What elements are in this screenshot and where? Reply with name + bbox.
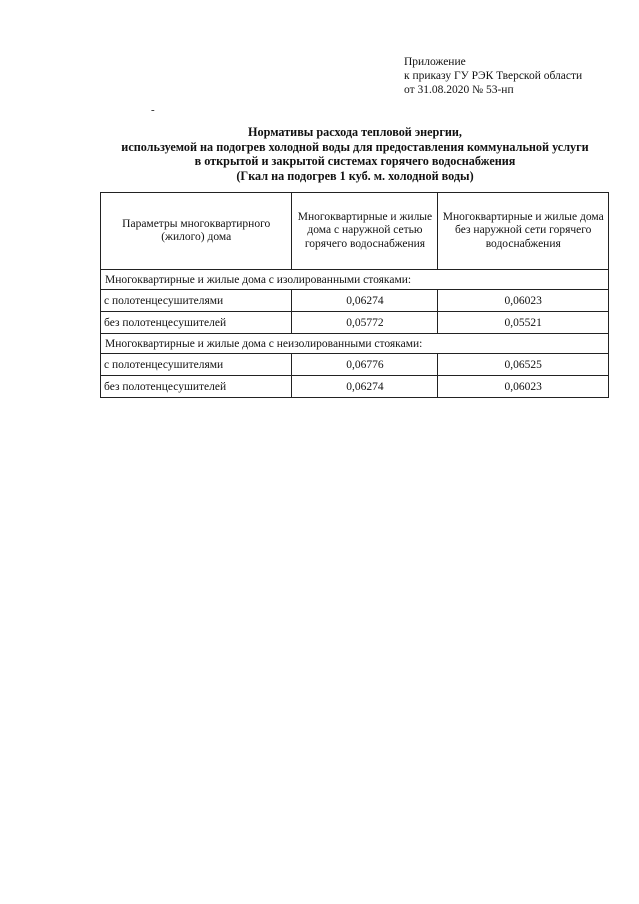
title-line-2: используемой на подогрев холодной воды для предоставления коммунальной услуги bbox=[121, 139, 589, 154]
title-line-1: Нормативы расхода тепловой энергии, bbox=[248, 125, 462, 139]
value-with-network: 0,06274 bbox=[292, 290, 438, 312]
value-without-network: 0,05521 bbox=[438, 312, 609, 334]
group-row bbox=[101, 334, 609, 354]
row-label: без полотенцесушителей bbox=[101, 312, 292, 334]
header-without-network: Многоквартирные и жилые дома без наружной сети горячего водоснабжения bbox=[438, 193, 609, 270]
dash-mark: - bbox=[151, 104, 155, 116]
group-title-insulated: Многоквартирные и жилые дома с изолированными стояками: bbox=[101, 270, 609, 290]
value-with-network: 0,05772 bbox=[292, 312, 438, 334]
group-row bbox=[101, 270, 609, 290]
appendix-line-2: к приказу ГУ РЭК Тверской области bbox=[404, 70, 583, 82]
table-row bbox=[101, 376, 609, 398]
title-line-4: (Гкал на подогрев 1 куб. м. холодной воды) bbox=[236, 168, 474, 183]
value-without-network: 0,06023 bbox=[438, 290, 609, 312]
table-row bbox=[101, 312, 609, 334]
appendix-line-1: Приложение bbox=[404, 56, 466, 68]
value-without-network: 0,06525 bbox=[438, 354, 609, 376]
value-with-network: 0,06274 bbox=[292, 376, 438, 398]
row-label: без полотенцесушителей bbox=[101, 376, 292, 398]
table-row bbox=[101, 354, 609, 376]
group-title-uninsulated: Многоквартирные и жилые дома с неизолированными стояками: bbox=[101, 334, 609, 354]
value-with-network: 0,06776 bbox=[292, 354, 438, 376]
header-parameters: Параметры многоквартирного (жилого) дома bbox=[101, 193, 292, 270]
header-with-network: Многоквартирные и жилые дома с наружной сетью горячего водоснабжения bbox=[292, 193, 438, 270]
table-header-row bbox=[101, 193, 609, 270]
norms-table bbox=[100, 192, 609, 398]
document-title bbox=[100, 125, 610, 183]
row-label: с полотенцесушителями bbox=[101, 354, 292, 376]
title-line-3: в открытой и закрытой системах горячего водоснабжения bbox=[194, 154, 516, 168]
table-row bbox=[101, 290, 609, 312]
appendix-line-3: от 31.08.2020 № 53-нп bbox=[404, 84, 514, 96]
appendix-block bbox=[404, 55, 582, 97]
value-without-network: 0,06023 bbox=[438, 376, 609, 398]
row-label: с полотенцесушителями bbox=[101, 290, 292, 312]
